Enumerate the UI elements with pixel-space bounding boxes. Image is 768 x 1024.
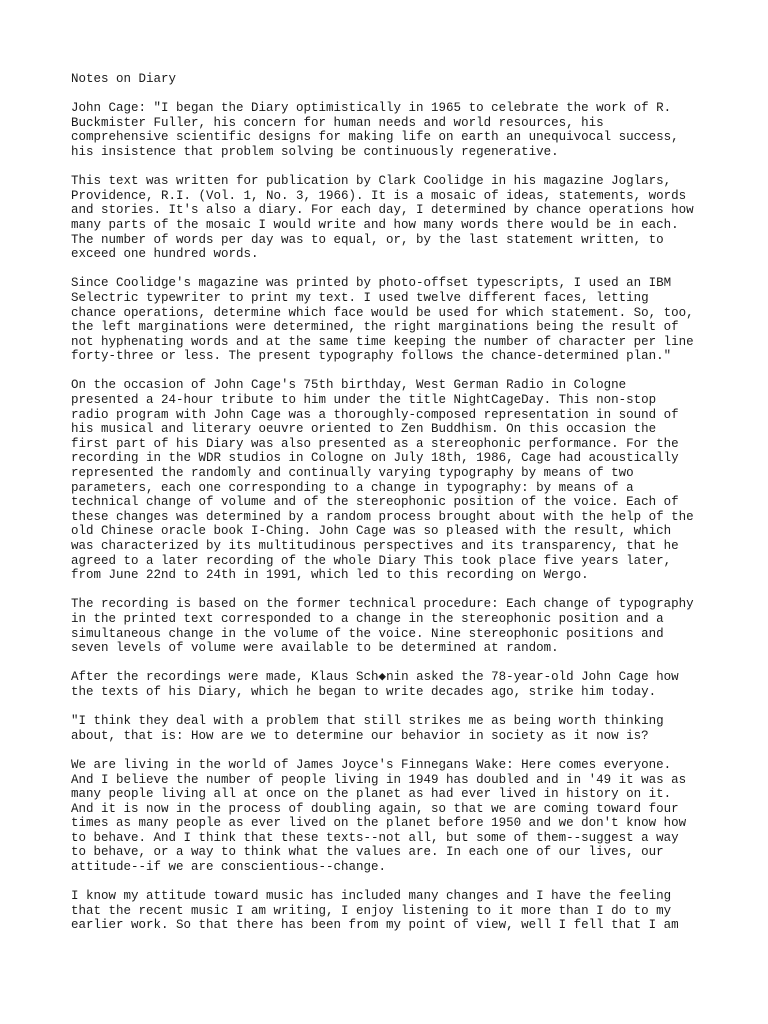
text-line: I know my attitude toward music has included many changes and I have the feeling (71, 889, 672, 904)
text-line: attitude--if we are conscientious--change. (71, 860, 387, 875)
text-line: Providence, R.I. (Vol. 1, No. 3, 1966). It is a mosaic of ideas, statements, words (71, 188, 687, 203)
text-line: Since Coolidge's magazine was printed by photo-offset typescripts, I used an IBM (71, 276, 672, 291)
text-line: was characterized by its multitudinous perspectives and its transparency, that he (71, 539, 679, 553)
paragraph (71, 670, 761, 699)
paragraph (71, 889, 761, 933)
text-line: presented a 24-hour tribute to him under the title NightCageDay. This non-stop (71, 393, 657, 408)
text-line: The number of words per day was to equal, or, by the last statement written, to (71, 232, 664, 247)
text-line: to behave, or a way to think what the values are. In each one of our lives, our (71, 845, 664, 860)
text-line: seven levels of volume were available to be determined at random. (71, 641, 559, 656)
text-line: Selectric typewriter to print my text. I used twelve different faces, letting (71, 290, 649, 305)
text-line: the texts of his Diary, which he began to write decades ago, strike him today. (71, 684, 657, 699)
text-line: his musical and literary oeuvre oriented to Zen Buddhism. On this occasion the (71, 422, 657, 437)
text-line: represented the randomly and continually varying typography by means of two (71, 466, 634, 481)
text-line: chance operations, determine which face would be used for which statement. So, too, (71, 305, 694, 320)
document-title: Notes on Diary (71, 72, 177, 86)
text-line: radio program with John Cage was a thoroughly-composed representation in sound of (71, 407, 679, 422)
paragraph (71, 597, 761, 655)
text-line: and stories. It's also a diary. For each day, I determined by chance operations how (71, 203, 694, 218)
paragraph (71, 758, 761, 875)
text-line: parameters, each one corresponding to a change in typography: by means of a (71, 480, 634, 495)
text-line: exceed one hundred words. (71, 247, 259, 262)
text-line: The recording is based on the former technical procedure: Each change of typography (71, 597, 694, 612)
text-line: from June 22nd to 24th in 1991, which led to this recording on Wergo. (71, 568, 589, 583)
text-line: And I believe the number of people living in 1949 has doubled and in '49 it was as (71, 772, 687, 787)
paragraph (71, 174, 761, 262)
text-line: comprehensive scientific designs for making life on earth an unequivocal success, (71, 130, 679, 145)
text-line: that the recent music I am writing, I enjoy listening to it more than I do to my (71, 903, 672, 918)
text-line: many people living all at once on the planet as had ever lived in history on it. (71, 787, 672, 802)
text-line: his insistence that problem solving be continuously regenerative. (71, 144, 559, 159)
text-line: old Chinese oracle book I-Ching. John Cage was so pleased with the result, which (71, 524, 672, 539)
text-line: recording in the WDR studios in Cologne on July 18th, 1986, Cage had acoustically (71, 451, 679, 466)
text-line: This text was written for publication by Clark Coolidge in his magazine Joglars, (71, 174, 672, 189)
paragraph (71, 101, 761, 159)
text-line: "I think they deal with a problem that still strikes me as being worth thinking (71, 714, 664, 729)
text-line: technical change of volume and of the stereophonic position of the voice. Each of (71, 495, 679, 510)
text-line: On the occasion of John Cage's 75th birthday, West German Radio in Cologne (71, 378, 627, 393)
text-line: We are living in the world of James Joyce's Finnegans Wake: Here comes everyone. (71, 757, 672, 772)
document-body (71, 101, 761, 933)
text-line: John Cage: "I began the Diary optimistically in 1965 to celebrate the work of R. (71, 101, 672, 116)
paragraph (71, 378, 761, 582)
text-line: And it is now in the process of doubling again, so that we are coming toward four (71, 801, 679, 816)
text-line: these changes was determined by a random process brought about with the help of the (71, 509, 694, 524)
document-page (71, 72, 761, 948)
text-line: many parts of the mosaic I would write and how many words there would be in each. (71, 217, 679, 232)
text-line: the left marginations were determined, the right marginations being the result of (71, 320, 679, 335)
text-line: Buckmister Fuller, his concern for human needs and world resources, his (71, 115, 604, 130)
paragraph (71, 276, 761, 364)
text-line: agreed to a later recording of the whole Diary This took place five years later, (71, 553, 672, 568)
text-line: times as many people as ever lived on the planet before 1950 and we don't know how (71, 816, 687, 831)
text-line: After the recordings were made, Klaus Sch◆nin asked the 78-year-old John Cage how (71, 670, 679, 685)
text-line: not hyphenating words and at the same time keeping the number of character per line (71, 334, 694, 349)
text-line: to behave. And I think that these texts--not all, but some of them--suggest a way (71, 830, 679, 845)
text-line: forty-three or less. The present typography follows the chance-determined plan." (71, 349, 672, 364)
text-line: earlier work. So that there has been from my point of view, well I fell that I am (71, 918, 679, 933)
text-line: first part of his Diary was also presented as a stereophonic performance. For the (71, 436, 679, 451)
paragraph (71, 714, 761, 743)
text-line: in the printed text corresponded to a change in the stereophonic position and a (71, 611, 664, 626)
text-line: about, that is: How are we to determine our behavior in society as it now is? (71, 728, 649, 743)
text-line: simultaneous change in the volume of the voice. Nine stereophonic positions and (71, 626, 664, 641)
